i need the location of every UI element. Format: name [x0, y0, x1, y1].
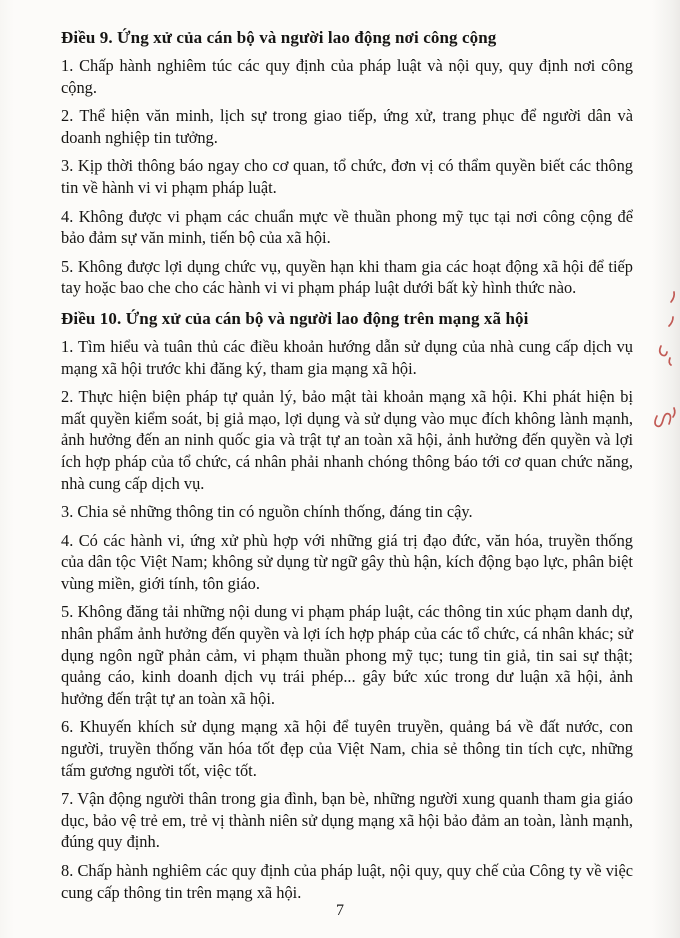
article-9-clause-3: 3. Kịp thời thông báo ngay cho cơ quan, tổ chức, đơn vị có thẩm quyền biết các thông tin về hành vi vi phạm pháp luật.: [61, 156, 633, 197]
article-10-clause-8: 8. Chấp hành nghiêm các quy định của pháp luật, nội quy, quy chế của Công ty về việc cung cấp thông tin trên mạng xã hội.: [61, 861, 633, 902]
red-pen-marks-icon: [644, 288, 680, 453]
article-10-clause-7: 7. Vận động người thân trong gia đình, bạn bè, những người xung quanh tham gia giáo dục, bảo vệ trẻ em, trẻ vị thành niên sử dụng mạng xã hội bảo đảm an toàn, lành mạnh, đúng quy định.: [61, 789, 633, 852]
article-10-clause-1: 1. Tìm hiểu và tuân thủ các điều khoản hướng dẫn sử dụng của nhà cung cấp dịch vụ mạng xã hội trước khi đăng ký, tham gia mạng xã hội.: [61, 336, 633, 378]
section-article-9: [61, 28, 633, 299]
article-10-clause-4: 4. Có các hành vi, ứng xử phù hợp với những giá trị đạo đức, văn hóa, truyền thống của dân tộc Việt Nam; không sử dụng từ ngữ gây thù hận, kích động bạo lực, phân biệt vùng miền, giới tính, tôn giáo.: [61, 530, 633, 593]
document-body: [61, 28, 633, 910]
article-9-heading: Điều 9. Ứng xử của cán bộ và người lao động nơi công cộng: [61, 28, 497, 47]
article-9-clause-2: 2. Thể hiện văn minh, lịch sự trong giao tiếp, ứng xử, trang phục để người dân và doanh nghiệp tin tưởng.: [61, 106, 633, 147]
article-10-clause-6: 6. Khuyến khích sử dụng mạng xã hội để tuyên truyền, quảng bá về đất nước, con người, truyền thống văn hóa tốt đẹp của Việt Nam, chia sẻ thông tin tích cực, những tấm gương người tốt, việc tốt.: [61, 717, 633, 780]
section-article-10: [61, 309, 633, 903]
article-9-clause-5: 5. Không được lợi dụng chức vụ, quyền hạn khi tham gia các hoạt động xã hội để tiếp tay hoặc bao che cho các hành vi vi phạm pháp luật dưới bất kỳ hình thức nào.: [61, 256, 633, 298]
article-9-clause-1: 1. Chấp hành nghiêm túc các quy định của pháp luật và nội quy, quy định nơi công cộng.: [61, 56, 633, 97]
article-10-clause-2: 2. Thực hiện biện pháp tự quản lý, bảo mật tài khoản mạng xã hội. Khi phát hiện bị mất quyền kiểm soát, bị giả mạo, lợi dụng và sử dụng vào mục đích không lành mạnh, ảnh hưởng đến an ninh quốc gia và trật tự an toàn xã hội, ảnh hưởng đến quyền và lợi ích hợp pháp của tổ chức, cá nhân phải nhanh chóng thông báo tới cơ quan chức năng, nhà cung cấp dịch vụ.: [61, 387, 633, 493]
article-10-heading: Điều 10. Ứng xử của cán bộ và người lao động trên mạng xã hội: [61, 308, 529, 328]
page-number: 7: [336, 902, 344, 919]
article-10-clause-5: 5. Không đăng tải những nội dung vi phạm pháp luật, các thông tin xúc phạm danh dự, nhân phẩm ảnh hưởng đến quyền và lợi ích hợp pháp của các tổ chức, cá nhân khác; sử dụng ngôn ngữ phản cảm, vi phạm thuần phong mỹ tục; tung tin giả, tin sai sự thật; quảng cáo, kinh doanh dịch vụ trái phép... gây bức xúc trong dư luận xã hội, ảnh hưởng đến trật tự an toàn xã hội.: [61, 602, 633, 708]
article-10-clause-3: 3. Chia sẻ những thông tin có nguồn chính thống, đáng tin cậy.: [61, 502, 473, 522]
article-9-clause-4: 4. Không được vi phạm các chuẩn mực về thuần phong mỹ tục tại nơi công cộng để bảo đảm sự văn minh, tiến bộ của xã hội.: [61, 206, 633, 248]
